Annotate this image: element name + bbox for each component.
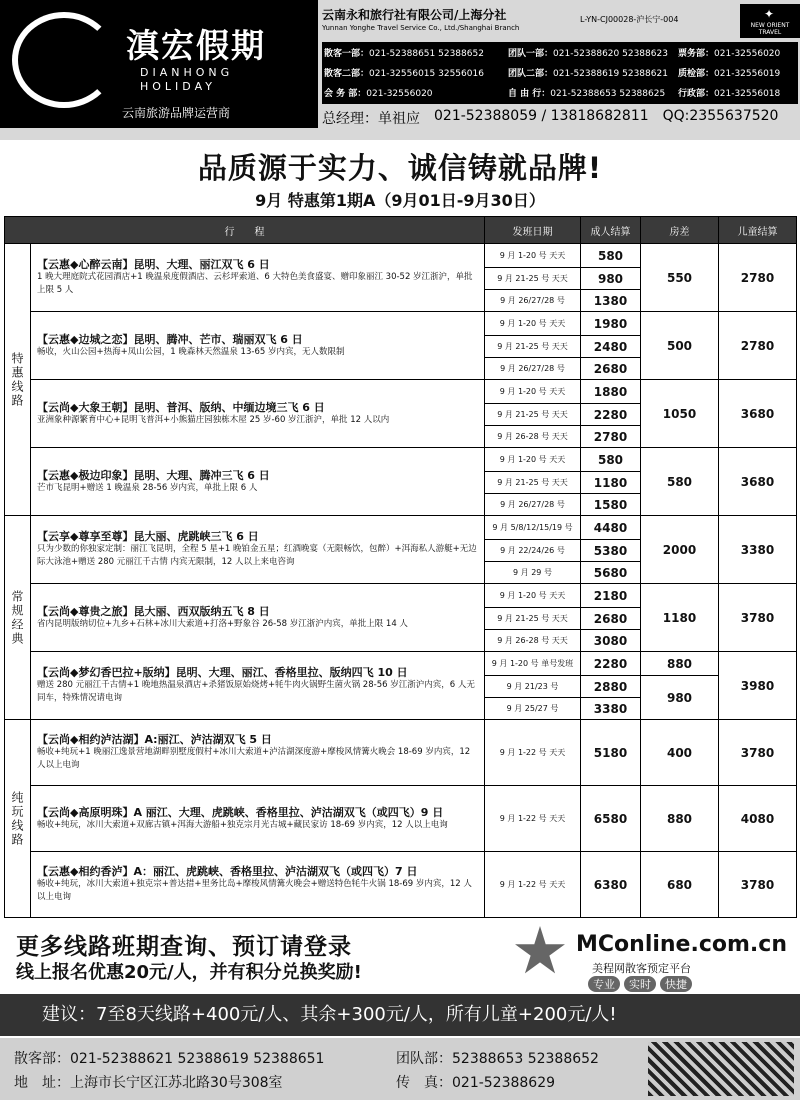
date-cell: 9 月 1-20 号 天天: [485, 312, 581, 336]
room-diff-cell: 1050: [641, 380, 719, 448]
agency-name-en: Yunnan Yonghe Travel Service Co., Ltd./Shanghai Branch: [322, 24, 520, 32]
date-cell: 9 月 1-20 号 天天: [485, 584, 581, 608]
logo-area: [0, 0, 318, 128]
route-desc: 畅收+纯玩+1 晚丽江逸景营地湖畔别墅度假村+冰川大索道+泸沽湖深度游+摩梭风情篝火晚会 18-69 岁内宾，12 人以上电询: [37, 747, 471, 770]
route-cell: [31, 786, 485, 852]
adult-price-cell: 2280: [581, 652, 641, 676]
route-title: 【云惠◆边城之恋】昆明、腾冲、芒市、瑞丽双飞 6 日: [37, 332, 303, 346]
date-cell: 9 月 1-22 号 天天: [485, 852, 581, 918]
logo-subtitle: 云南旅游品牌运营商: [122, 106, 231, 120]
date-cell: 9 月 26/27/28 号: [485, 290, 581, 312]
route-cell: [31, 516, 485, 584]
adult-price-cell: 2680: [581, 358, 641, 380]
child-price-cell: 3780: [719, 720, 797, 786]
suggestion-bar: 建议：7至8天线路+400元/人、其余+300元/人，所有儿童+200元/人!: [0, 994, 800, 1036]
adult-price-cell: 2680: [581, 608, 641, 630]
adult-price-cell: 580: [581, 448, 641, 472]
manager-name: 总经理：单祖应: [322, 111, 420, 127]
table-row: [5, 584, 797, 608]
adult-price-cell: 580: [581, 244, 641, 268]
banner-line1: 更多线路班期查询、预订请登录: [16, 934, 352, 960]
adult-price-cell: 2280: [581, 404, 641, 426]
adult-price-cell: 3080: [581, 630, 641, 652]
date-cell: 9 月 1-20 号 天天: [485, 380, 581, 404]
route-desc: 省内昆明版纳切位+九乡+石林+冰川大索道+打洛+野象谷 26-58 岁江浙沪内宾，单批上限 14 人: [37, 618, 408, 629]
date-cell: 9 月 21-25 号 天天: [485, 268, 581, 290]
table-row: [5, 852, 797, 918]
footer-address: 地 址：上海市长宁区江苏北路30号308室: [14, 1075, 283, 1091]
table-row: [5, 652, 797, 676]
header-route: 行 程: [5, 217, 485, 244]
manager-line: [322, 108, 798, 128]
room-diff-cell: 400: [641, 720, 719, 786]
route-title: 【云尚◆相约泸沽湖】A:丽江、泸沽湖双飞 5 日: [37, 733, 272, 746]
date-cell: 9 月 22/24/26 号: [485, 540, 581, 562]
route-desc: 1 晚大理庭院式花园酒店+1 晚温泉度假酒店、云杉坪索道、6 大特色美食盛宴、赠印象丽江 30-52 岁江浙沪，单批上限 5 人: [37, 272, 473, 295]
category-cell: 常规经典: [5, 516, 31, 720]
route-title: 【云惠◆心醉云南】昆明、大理、丽江双飞 6 日: [37, 258, 270, 271]
room-diff-cell: 1180: [641, 584, 719, 652]
room-diff-cell: 880: [641, 786, 719, 852]
room-diff-cell: 980: [641, 676, 719, 720]
contact-item: 散客二部：021-32556015 32556016: [324, 68, 484, 79]
footer-fax: 传 真：021-52388629: [396, 1075, 556, 1091]
route-cell: [31, 448, 485, 516]
date-cell: 9 月 26-28 号 天天: [485, 630, 581, 652]
route-title: 【云尚◆大象王朝】昆明、普洱、版纳、中缅边境三飞 6 日: [37, 400, 325, 414]
agency-info: [322, 4, 800, 136]
agency-name: 云南永和旅行社有限公司/上海分社: [322, 8, 507, 22]
date-cell: 9 月 21-25 号 天天: [485, 608, 581, 630]
banner-line2: 线上报名优惠20元/人，并有积分兑换奖励!: [16, 962, 362, 983]
brand-logo: ✦ NEW ORIENT TRAVEL: [740, 4, 800, 38]
mc-logo[interactable]: MConline.com.cn: [576, 932, 787, 957]
table-row: [5, 448, 797, 472]
adult-price-cell: 3380: [581, 698, 641, 720]
adult-price-cell: 1580: [581, 494, 641, 516]
adult-price-cell: 5380: [581, 540, 641, 562]
route-cell: [31, 312, 485, 380]
adult-price-cell: 2480: [581, 336, 641, 358]
star-icon: ✦: [764, 7, 775, 21]
logo-text: 滇宏假期: [126, 26, 266, 65]
adult-price-cell: 6580: [581, 786, 641, 852]
route-cell: [31, 244, 485, 312]
contact-item: 散客一部：021-52388651 52388652: [324, 48, 484, 59]
adult-price-cell: 6380: [581, 852, 641, 918]
adult-price-cell: 1980: [581, 312, 641, 336]
table-row: [5, 244, 797, 268]
room-diff-cell: 500: [641, 312, 719, 380]
contact-item: 自 由 行：021-52388653 52388625: [508, 88, 666, 99]
child-price-cell: 3680: [719, 448, 797, 516]
header-date: 发班日期: [485, 217, 581, 244]
child-price-cell: 3780: [719, 852, 797, 918]
date-cell: 9 月 26/27/28 号: [485, 494, 581, 516]
room-diff-cell: 2000: [641, 516, 719, 584]
category-cell: 纯玩线路: [5, 720, 31, 918]
table-row: [5, 380, 797, 404]
route-title: 【云尚◆梦幻香巴拉+版纳】昆明、大理、丽江、香格里拉、版纳四飞 10 日: [37, 666, 408, 679]
qq-number: QQ:2355637520: [662, 108, 779, 124]
route-title: 【云尚◆尊贵之旅】昆大丽、西双版纳五飞 8 日: [37, 604, 270, 618]
adult-price-cell: 5680: [581, 562, 641, 584]
license-number: L-YN-CJ00028-沪长宁-004: [580, 15, 679, 24]
child-price-cell: 2780: [719, 244, 797, 312]
child-price-cell: 3980: [719, 652, 797, 720]
route-desc: 赠送 280 元丽江千古情+1 晚地热温泉酒店+杀猪饭原始烧烤+牦牛肉火锅野生菌火锅 28-56 岁江浙沪内宾，6 人无同车，特殊情况请电询: [37, 680, 475, 703]
contact-item: 质检部：021-32556019: [678, 68, 781, 79]
contact-item: 行政部：021-32556018: [678, 88, 781, 99]
date-cell: 9 月 21-25 号 天天: [485, 472, 581, 494]
route-title: 【云享◆尊享至尊】昆大丽、虎跳峡三飞 6 日: [37, 530, 259, 543]
route-cell: [31, 380, 485, 448]
mc-tag: 快捷: [660, 976, 692, 992]
logo-en-line1: DIANHONG: [140, 66, 234, 79]
footer-retail-phone: 散客部：021-52388621 52388619 52388651: [14, 1051, 325, 1067]
adult-price-cell: 2880: [581, 676, 641, 698]
route-cell: [31, 720, 485, 786]
date-cell: 9 月 21-25 号 天天: [485, 336, 581, 358]
child-price-cell: 3780: [719, 584, 797, 652]
logo-emblem: [12, 12, 116, 108]
header-room: 房差: [641, 217, 719, 244]
date-cell: 9 月 26-28 号 天天: [485, 426, 581, 448]
contact-item: 会 务 部：021-32556020: [324, 88, 433, 99]
promo-period: 9月 特惠第1期A（9月01日-9月30日）: [255, 191, 545, 210]
room-diff-cell: 880: [641, 652, 719, 676]
footer-group-phone: 团队部：52388653 52388652: [396, 1051, 599, 1067]
contact-item: 团队一部：021-52388620 52388623: [508, 48, 668, 59]
date-cell: 9 月 1-20 号 单号发班: [485, 652, 581, 676]
date-cell: 9 月 21/23 号: [485, 676, 581, 698]
adult-price-cell: 1380: [581, 290, 641, 312]
page-footer: [0, 1038, 800, 1100]
route-cell: [31, 652, 485, 720]
table-body: [5, 244, 797, 918]
category-cell: 特惠线路: [5, 244, 31, 516]
route-cell: [31, 852, 485, 918]
date-cell: 9 月 25/27 号: [485, 698, 581, 720]
adult-price-cell: 1880: [581, 380, 641, 404]
logo-en-line2: HOLIDAY: [140, 80, 216, 93]
mc-star-icon: [514, 926, 566, 978]
table-row: [5, 720, 797, 786]
route-table: [4, 216, 797, 918]
child-price-cell: 3380: [719, 516, 797, 584]
decorative-pattern: [648, 1042, 794, 1096]
mc-tag: 实时: [624, 976, 656, 992]
date-cell: 9 月 1-20 号 天天: [485, 244, 581, 268]
room-diff-cell: 680: [641, 852, 719, 918]
route-desc: 畅收+纯玩，冰川大索道+双廊古镇+洱海大游船+独克宗月光古城+藏民家访 18-69 岁内宾，12 人以上电询: [37, 819, 448, 830]
slogan: 品质源于实力、诚信铸就品牌!: [197, 151, 603, 185]
route-title: 【云惠◆极边印象】昆明、大理、腾冲三飞 6 日: [37, 468, 270, 482]
route-desc: 芒市飞昆明+赠送 1 晚温泉 28-56 岁内宾，单批上限 6 人: [37, 482, 258, 493]
adult-price-cell: 2780: [581, 426, 641, 448]
room-diff-cell: 580: [641, 448, 719, 516]
room-diff-cell: 550: [641, 244, 719, 312]
table-header-row: [5, 217, 797, 244]
table-row: [5, 312, 797, 336]
adult-price-cell: 2180: [581, 584, 641, 608]
page-header: [0, 0, 800, 140]
adult-price-cell: 980: [581, 268, 641, 290]
table-row: [5, 786, 797, 852]
route-desc: 亚洲象种源繁育中心+昆明飞普洱+小熊猫庄园独栋木屋 25 岁-60 岁江浙沪，单批 12 人以内: [37, 414, 390, 425]
child-price-cell: 2780: [719, 312, 797, 380]
date-cell: 9 月 26/27/28 号: [485, 358, 581, 380]
contact-item: 票务部：021-32556020: [678, 48, 781, 59]
header-child: 儿童结算: [719, 217, 797, 244]
child-price-cell: 3680: [719, 380, 797, 448]
contact-grid: [322, 42, 798, 104]
promo-banner: [0, 918, 800, 990]
date-cell: 9 月 1-22 号 天天: [485, 786, 581, 852]
route-title: 【云尚◆高原明珠】A 丽江、大理、虎跳峡、香格里拉、泸沽湖双飞（或四飞）9 日: [37, 805, 444, 819]
mc-subtitle: 美程网散客预定平台: [592, 962, 691, 975]
date-cell: 9 月 5/8/12/15/19 号: [485, 516, 581, 540]
date-cell: 9 月 21-25 号 天天: [485, 404, 581, 426]
contact-item: 团队二部：021-52388619 52388621: [508, 68, 668, 79]
route-desc: 畅收，火山公园+热海+凤山公园，1 晚森林天然温泉 13-65 岁内宾，无人数限制: [37, 346, 345, 357]
route-desc: 只为少数的你独家定制：丽江飞昆明，全程 5 星+1 晚铂金五星；红酒晚宴（无限畅饮，包醉）+洱海私人游艇+无边际大泳池+赠送 280 元丽江千古情 内宾无限制，12 人以上来电咨询: [37, 544, 477, 567]
date-cell: 9 月 29 号: [485, 562, 581, 584]
table-row: [5, 516, 797, 540]
adult-price-cell: 1180: [581, 472, 641, 494]
child-price-cell: 4080: [719, 786, 797, 852]
date-cell: 9 月 1-20 号 天天: [485, 448, 581, 472]
manager-phone: 021-52388059 / 13818682811: [434, 108, 649, 124]
adult-price-cell: 4480: [581, 516, 641, 540]
route-cell: [31, 584, 485, 652]
adult-price-cell: 5180: [581, 720, 641, 786]
header-adult: 成人结算: [581, 217, 641, 244]
date-cell: 9 月 1-22 号 天天: [485, 720, 581, 786]
mc-tags: [588, 976, 692, 992]
route-title: 【云惠◆相约香泸】A：丽江、虎跳峡、香格里拉、泸沽湖双飞（或四飞）7 日: [37, 865, 418, 878]
mc-tag: 专业: [588, 976, 620, 992]
route-desc: 畅收+纯玩，冰川大索道+独克宗+普达措+里务比岛+摩梭风情篝火晚会+赠送特色牦牛火锅 18-69 岁内宾，12 人以上电询: [37, 879, 472, 902]
